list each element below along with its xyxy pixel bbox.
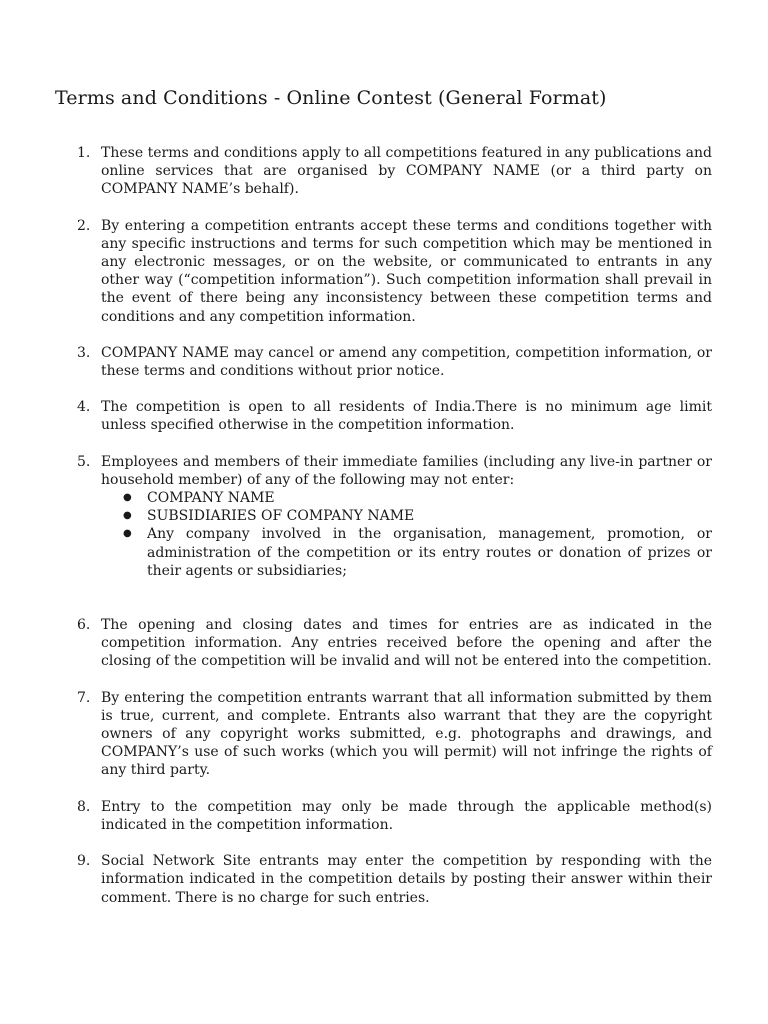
term-number: 2. bbox=[77, 217, 91, 234]
term-text: Social Network Site entrants may enter the competition by responding with the information indicated in the competition details by posting their answer within their comment. There is no charge for such entries. bbox=[101, 853, 712, 906]
bullet-icon: ● bbox=[123, 510, 132, 522]
term-item-4 bbox=[55, 398, 712, 434]
bullet-icon: ● bbox=[123, 492, 132, 504]
term-number: 8. bbox=[77, 798, 91, 815]
term-item-7 bbox=[55, 689, 712, 780]
term-text: Entry to the competition may only be made through the applicable method(s) indicated in the competition information. bbox=[101, 798, 712, 833]
term-text: By entering the competition entrants warrant that all information submitted by them is true, current, and complete. Entrants also warrant that they are the copyright owners of any copyright works submitted, e.g. photographs and drawings, and COMPANY’s use of such works (which you will permit) will not infringe the rights of any third party. bbox=[101, 689, 712, 779]
term-number: 4. bbox=[77, 399, 91, 416]
terms-list bbox=[55, 144, 712, 907]
term-item-9 bbox=[55, 852, 712, 907]
term-number: 3. bbox=[77, 344, 91, 361]
sub-item-text: COMPANY NAME bbox=[147, 490, 275, 507]
sub-item-1 bbox=[101, 489, 712, 507]
term-number: 1. bbox=[77, 145, 91, 161]
term-text: The opening and closing dates and times for entries are as indicated in the competition information. Any entries received before the opening and after the closing of the competition will be invalid and will not be entered into the competition. bbox=[101, 617, 712, 670]
page-title: Terms and Conditions - Online Contest (General Format) bbox=[55, 87, 607, 109]
term-number: 6. bbox=[77, 617, 91, 634]
term-text: Employees and members of their immediate families (including any live-in partner or household member) of any of the following may not enter: bbox=[101, 453, 712, 488]
bullet-icon: ● bbox=[123, 528, 132, 540]
sub-item-text: SUBSIDIARIES OF COMPANY NAME bbox=[147, 508, 415, 525]
term-item-3 bbox=[55, 344, 712, 380]
term-text: By entering a competition entrants accept these terms and conditions together with any specific instructions and terms for such competition which may be mentioned in any electronic messages, or on the website, or communicated to entrants in any other way (“competition information”). Such competition information shall prevail in the event of there being any inconsistency between these competition terms and conditions and any competition information. bbox=[101, 217, 712, 325]
term-text: The competition is open to all residents of India.There is no minimum age limit unless specified otherwise in the competition information. bbox=[101, 399, 712, 434]
sub-item-3 bbox=[101, 525, 712, 580]
term-item-6 bbox=[55, 616, 712, 671]
term-number: 9. bbox=[77, 853, 91, 870]
term-item-8 bbox=[55, 798, 712, 834]
term-item-5 bbox=[55, 453, 712, 580]
sub-item-text: Any company involved in the organisation, management, promotion, or administration of the competition or its entry routes or donation of prizes or their agents or subsidiaries; bbox=[147, 526, 712, 579]
term-number: 5. bbox=[77, 453, 91, 470]
sub-list bbox=[101, 489, 712, 580]
term-item-1 bbox=[55, 144, 712, 199]
term-text: COMPANY NAME may cancel or amend any competition, competition information, or these terms and conditions without prior notice. bbox=[101, 344, 712, 380]
term-item-2 bbox=[55, 217, 712, 326]
sub-item-2 bbox=[101, 507, 712, 525]
term-text: These terms and conditions apply to all competitions featured in any publications and online services that are organised by COMPANY NAME (or a third party on COMPANY NAME’s behalf). bbox=[101, 145, 712, 198]
term-number: 7. bbox=[77, 689, 91, 706]
